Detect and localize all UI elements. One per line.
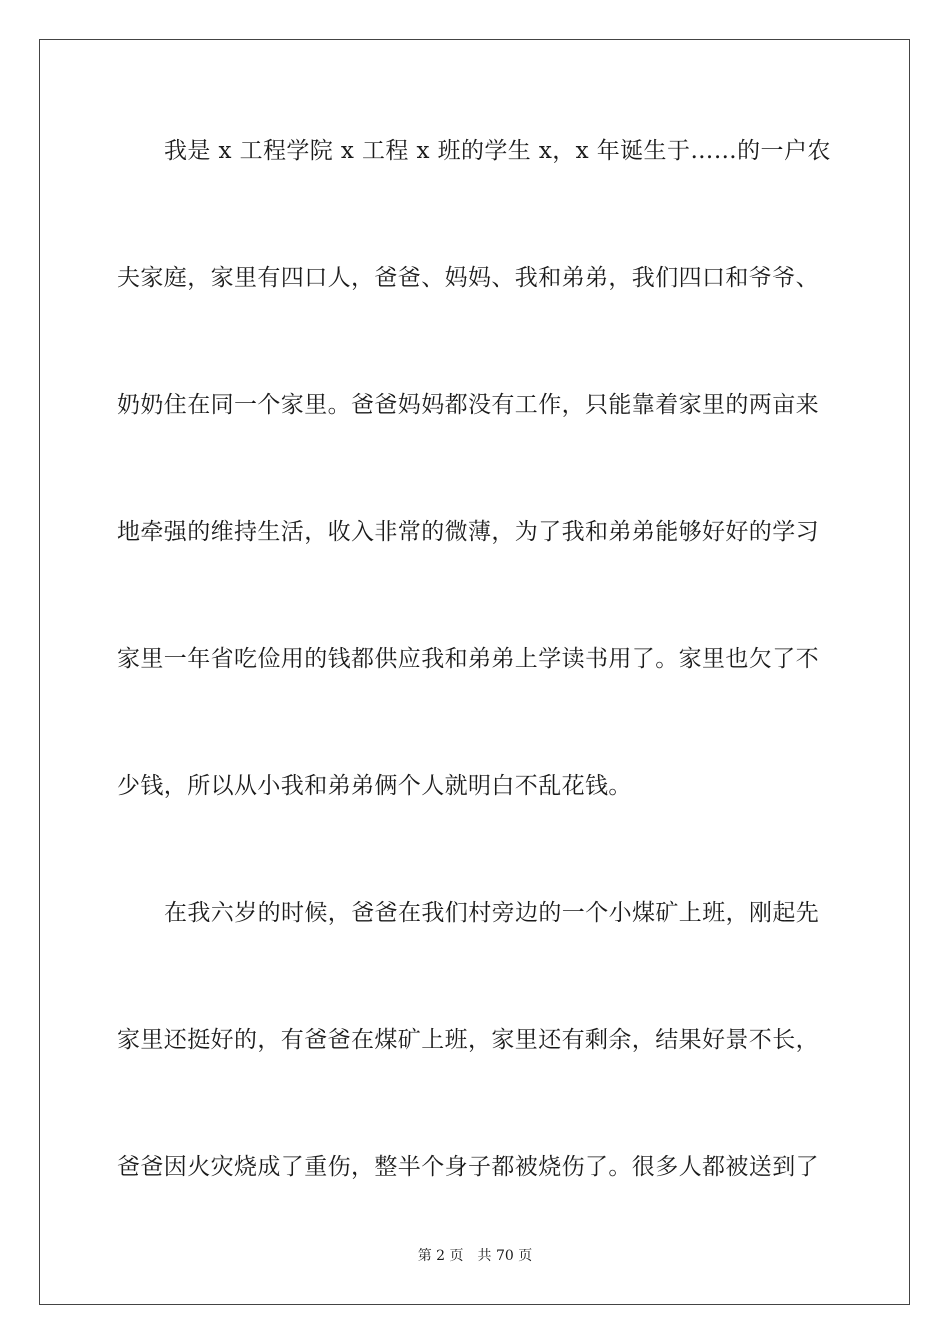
paragraph-2-line-2: 家里还挺好的，有爸爸在煤矿上班，家里还有剩余，结果好景不长， [117,1027,819,1053]
paragraph-1-line-3: 奶奶住在同一个家里。爸爸妈妈都没有工作，只能靠着家里的两亩来 [117,392,819,418]
paragraph-1-line-4: 地牵强的维持生活，收入非常的微薄，为了我和弟弟能够好好的学习 [117,519,819,545]
page-total: 共 70 页 [477,1248,533,1264]
paragraph-1-line-1: 我是 x 工程学院 x 工程 x 班的学生 x，x 年诞生于……的一户农 [164,138,831,164]
document-body [117,133,834,1276]
paragraph-2-line-1: 在我六岁的时候，爸爸在我们村旁边的一个小煤矿上班，刚起先 [164,900,820,926]
paragraph-1-line-2: 夫家庭，家里有四口人，爸爸、妈妈、我和弟弟，我们四口和爷爷、 [117,265,819,291]
paragraph-1-line-5: 家里一年省吃俭用的钱都供应我和弟弟上学读书用了。家里也欠了不 [117,646,819,672]
paragraph-2-line-3: 爸爸因火灾烧成了重伤，整半个身子都被烧伤了。很多人都被送到了 [117,1154,819,1180]
page-footer [0,1246,950,1266]
page-number: 第 2 页 [417,1248,464,1264]
paragraph-1-line-6: 少钱，所以从小我和弟弟俩个人就明白不乱花钱。 [117,773,632,799]
